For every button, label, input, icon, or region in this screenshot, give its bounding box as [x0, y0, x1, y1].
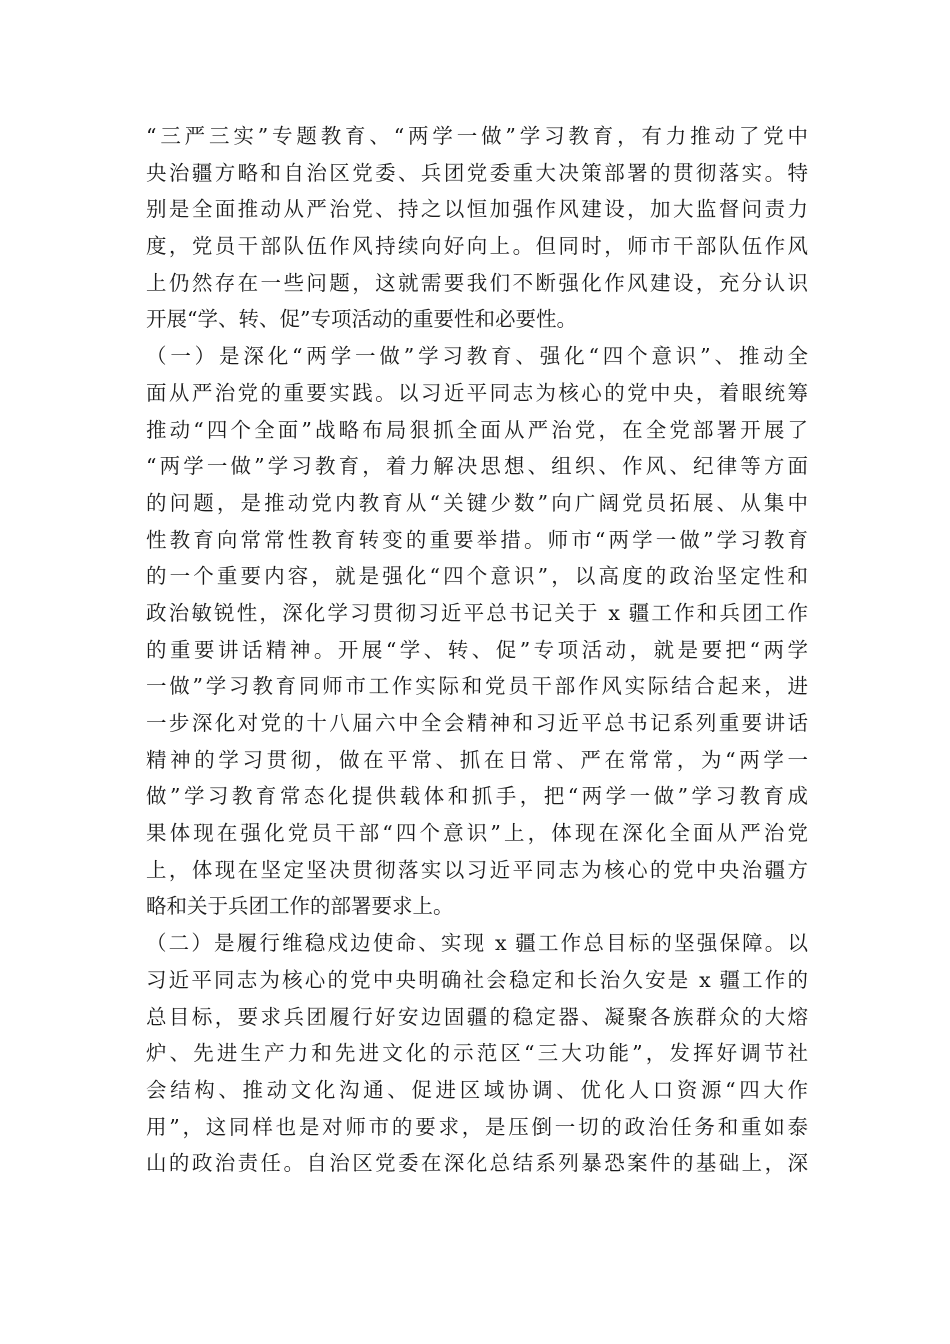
text-line: 开展“学、转、促”专项活动的重要性和必要性。	[146, 307, 577, 332]
text-line: 政治敏锐性，深化学习贯彻习近平总书记关于 x 疆工作和兵团工作	[146, 600, 808, 625]
text-line: 性教育向常常性教育转变的重要举措。师市“两学一做”学习教育	[146, 527, 808, 552]
text-line: 央治疆方略和自治区党委、兵团党委重大决策部署的贯彻落实。特	[146, 160, 808, 185]
text-line: 一步深化对党的十八届六中全会精神和习近平总书记系列重要讲话	[146, 711, 808, 735]
text-line: “三严三实”专题教育、“两学一做”学习教育，有力推动了党中	[146, 124, 808, 148]
text-line: 精神的学习贯彻，做在平常、抓在日常、严在常常，为“两学一	[146, 747, 808, 772]
text-line: 山的政治责任。自治区党委在深化总结系列暴恐案件的基础上，深	[146, 1151, 808, 1176]
text-line: 的重要讲话精神。开展“学、转、促”专项活动，就是要把“两学	[146, 637, 808, 662]
text-line: 的问题，是推动党内教育从“关键少数”向广阔党员拓展、从集中	[146, 490, 808, 515]
text-line: 上，体现在坚定坚决贯彻落实以习近平同志为核心的党中央治疆方	[146, 857, 808, 882]
text-line: 面从严治党的重要实践。以习近平同志为核心的党中央，着眼统筹	[146, 380, 808, 405]
section-heading-line: （一）是深化“两学一做”学习教育、强化“四个意识”、推动全	[146, 344, 808, 369]
text-line: 果体现在强化党员干部“四个意识”上，体现在深化全面从严治党	[146, 821, 808, 846]
text-line: 做”学习教育常态化提供载体和抓手，把“两学一做”学习教育成	[146, 784, 808, 809]
text-line: 度，党员干部队伍作风持续向好向上。但同时，师市干部队伍作风	[146, 234, 808, 259]
body-text	[146, 118, 808, 1182]
text-line: 的一个重要内容，就是强化“四个意识”，以高度的政治坚定性和	[146, 564, 808, 589]
text-line: 用”，这同样也是对师市的要求，是压倒一切的政治任务和重如泰	[146, 1114, 808, 1139]
text-line: 略和关于兵团工作的部署要求上。	[146, 894, 454, 919]
text-line: 总目标，要求兵团履行好安边固疆的稳定器、凝聚各族群众的大熔	[146, 1004, 808, 1029]
text-line: 炉、先进生产力和先进文化的示范区“三大功能”，发挥好调节社	[146, 1041, 808, 1066]
text-line: 推动“四个全面”战略布局狠抓全面从严治党，在全党部署开展了	[146, 417, 808, 442]
text-line: 一做”学习教育同师市工作实际和党员干部作风实际结合起来，进	[146, 674, 808, 699]
text-line: 习近平同志为核心的党中央明确社会稳定和长治久安是 x 疆工作的	[146, 967, 808, 992]
text-line: 别是全面推动从严治党、持之以恒加强作风建设，加大监督问责力	[146, 197, 808, 222]
text-line: 会结构、推动文化沟通、促进区域协调、优化人口资源“四大作	[146, 1077, 808, 1102]
text-line: 上仍然存在一些问题，这就需要我们不断强化作风建设，充分认识	[146, 270, 808, 295]
section-heading-line: （二）是履行维稳戍边使命、实现 x 疆工作总目标的坚强保障。以	[146, 931, 808, 956]
text-line: “两学一做”学习教育，着力解决思想、组织、作风、纪律等方面	[146, 454, 808, 479]
